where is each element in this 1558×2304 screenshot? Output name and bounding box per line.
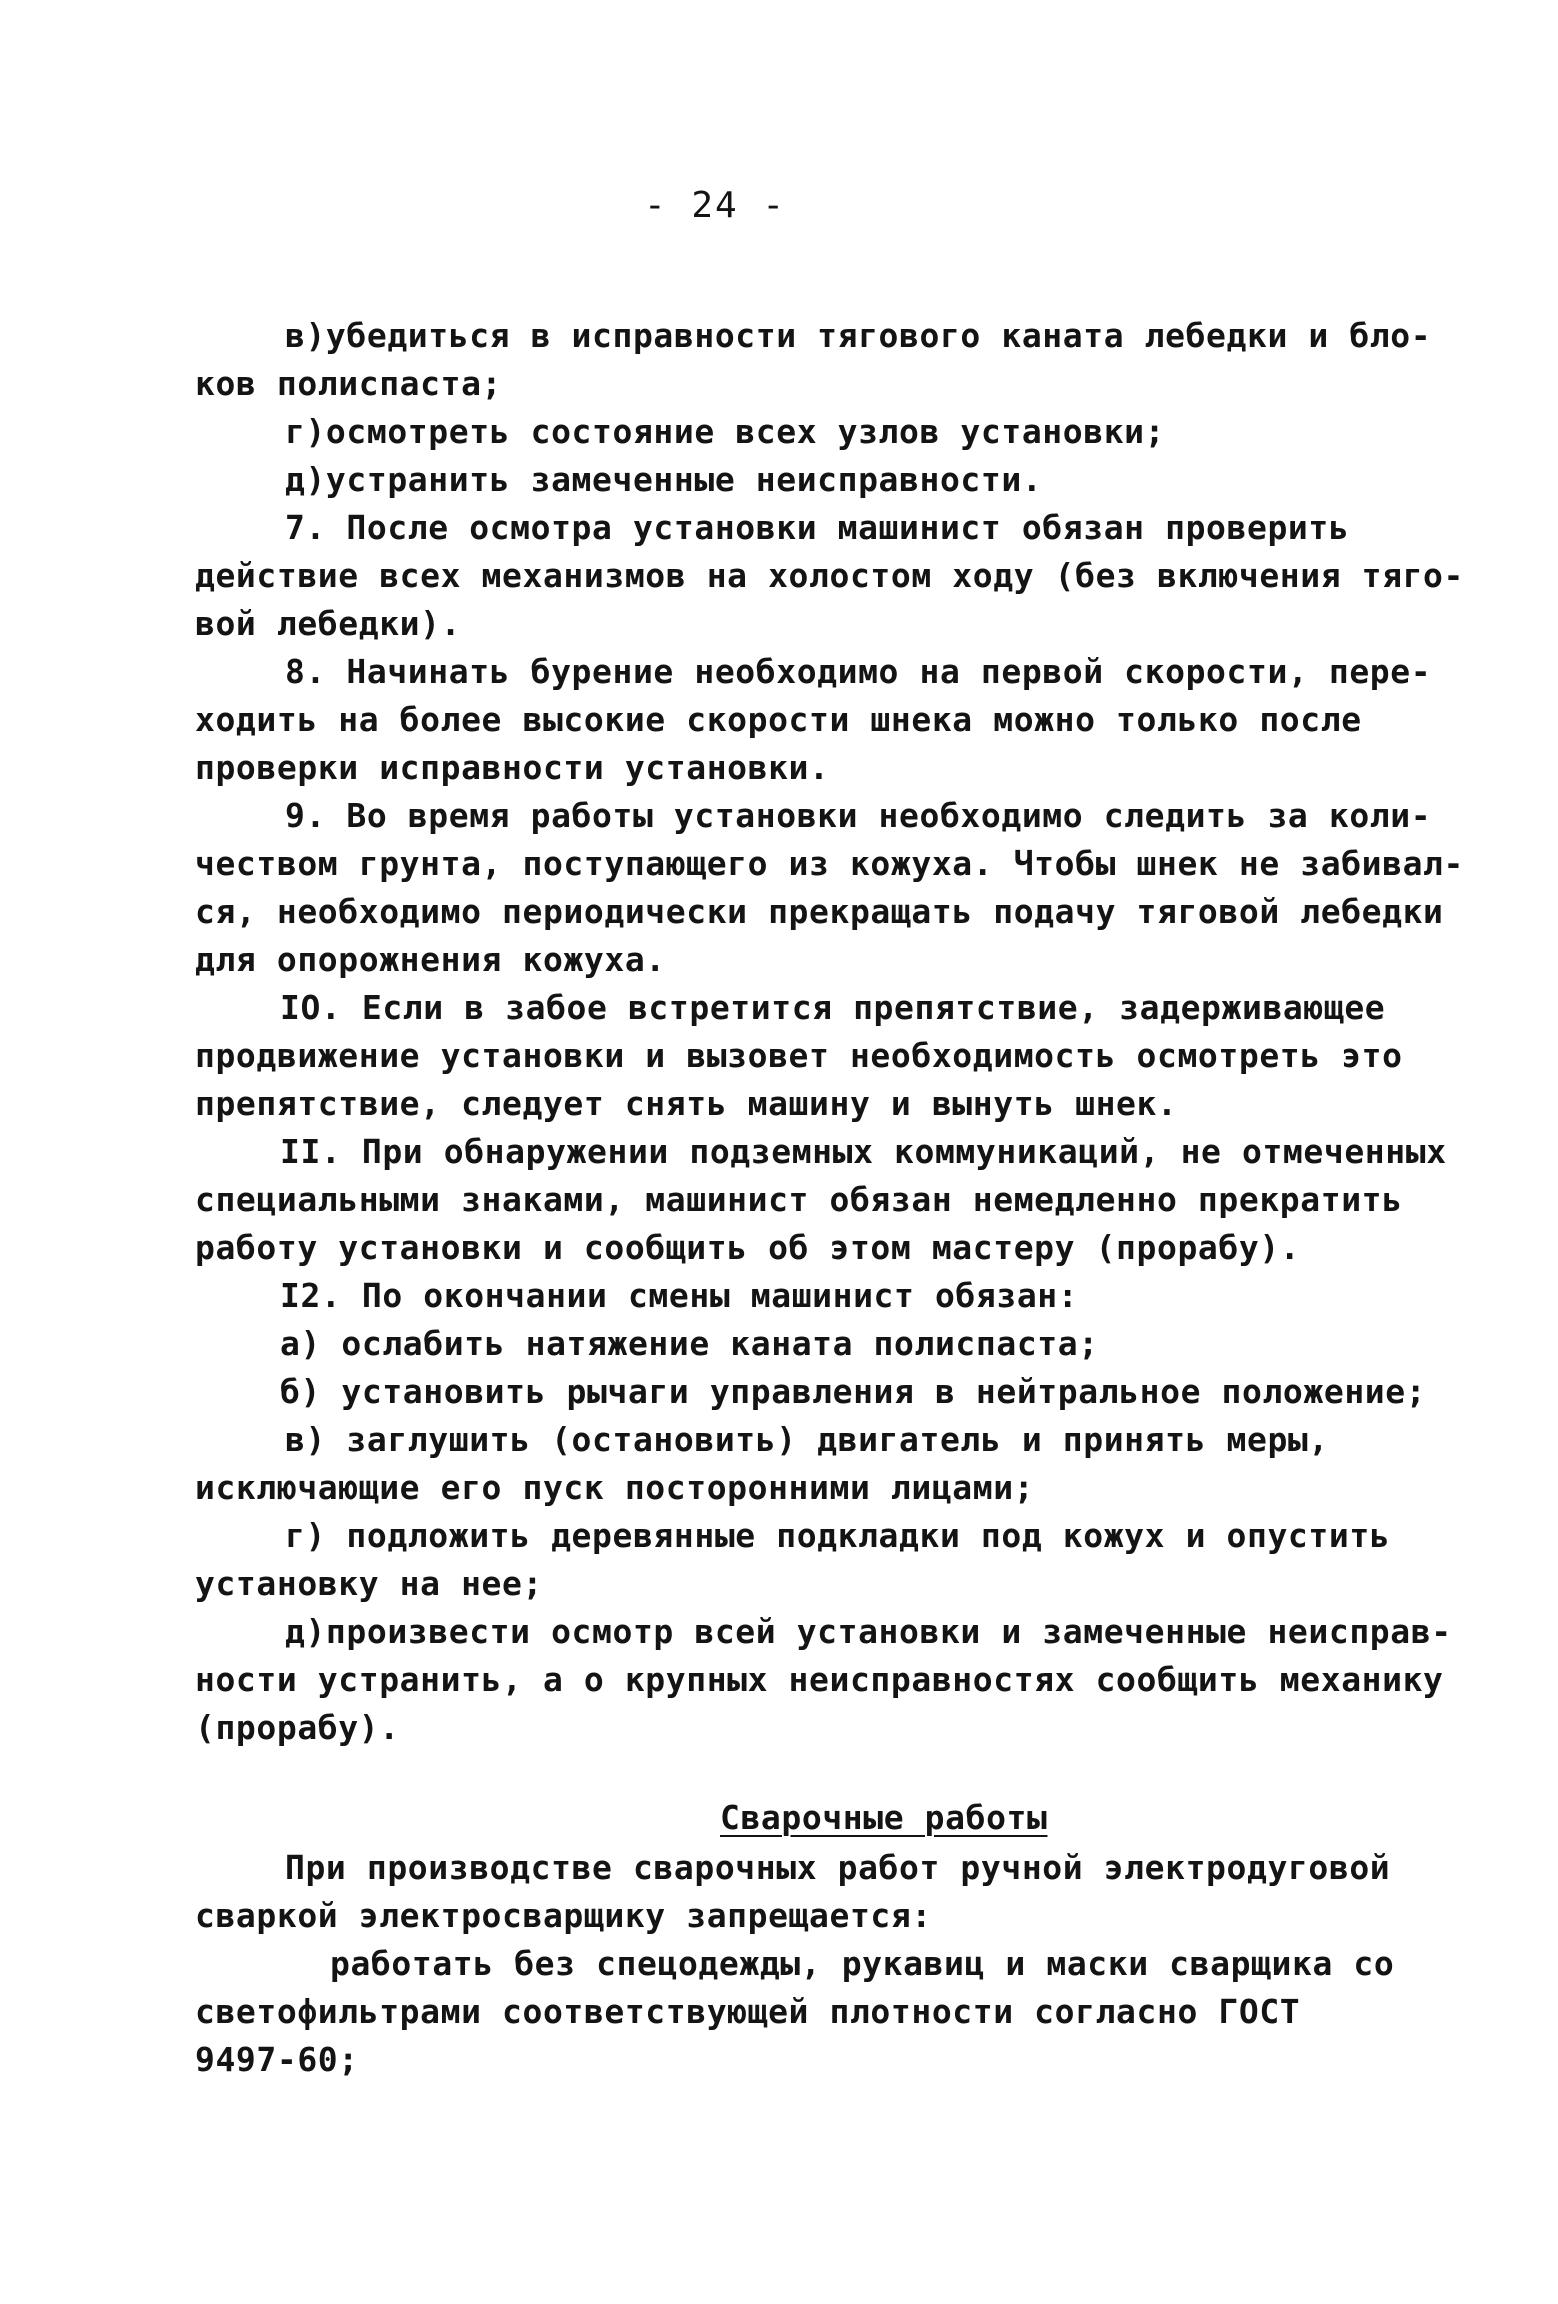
- text-line: 8. Начинать бурение необходимо на первой скорости, пере-: [285, 652, 1432, 691]
- text-line: 9497-60;: [195, 2040, 359, 2079]
- text-line: д)произвести осмотр всей установки и замеченные неисправ-: [285, 1612, 1452, 1651]
- text-line: (прорабу).: [195, 1708, 400, 1747]
- text-line: ков полиспаста;: [195, 364, 503, 403]
- text-line: действие всех механизмов на холостом ходу (без включения тяго-: [195, 556, 1464, 595]
- text-line: а) ослабить натяжение каната полиспаста;: [280, 1324, 1099, 1363]
- text-line: чеством грунта, поступающего из кожуха. Чтобы шнек не забивал-: [195, 844, 1464, 883]
- text-line: II. При обнаружении подземных коммуникаций, не отмеченных: [280, 1132, 1447, 1171]
- text-line: продвижение установки и вызовет необходимость осмотреть это: [195, 1036, 1403, 1075]
- section-heading: [195, 1794, 1395, 1844]
- text-line: б) установить рычаги управления в нейтральное положение;: [280, 1372, 1427, 1411]
- text-line: работу установки и сообщить об этом мастеру (прорабу).: [195, 1228, 1301, 1267]
- text-line: в)убедиться в исправности тягового каната лебедки и бло-: [285, 316, 1432, 355]
- text-line: I2. По окончании смены машинист обязан:: [280, 1276, 1079, 1315]
- document-body: [195, 312, 1464, 2084]
- text-line: вой лебедки).: [195, 604, 462, 643]
- text-line: установку на нее;: [195, 1564, 543, 1603]
- text-line: светофильтрами соответствующей плотности согласно ГОСТ: [195, 1992, 1301, 2031]
- section-spacer: [195, 1752, 1395, 1794]
- text-line: исключающие его пуск посторонними лицами;: [195, 1468, 1035, 1507]
- text-line: для опорожнения кожуха.: [195, 940, 666, 979]
- text-line: При производстве сварочных работ ручной электродуговой: [285, 1848, 1391, 1887]
- text-line: ности устранить, а о крупных неисправностях сообщить механику: [195, 1660, 1444, 1699]
- text-line: 7. После осмотра установки машинист обязан проверить: [285, 508, 1350, 547]
- text-line: IO. Если в забое встретится препятствие, задерживающее: [280, 988, 1386, 1027]
- text-line: в) заглушить (остановить) двигатель и принять меры,: [285, 1420, 1329, 1459]
- text-line: сваркой электросварщику запрещается:: [195, 1896, 932, 1935]
- text-line: работать без спецодежды, рукавиц и маски сварщика со: [330, 1944, 1395, 1983]
- text-line: 9. Во время работы установки необходимо следить за коли-: [285, 796, 1432, 835]
- text-line: г)осмотреть состояние всех узлов установки;: [285, 412, 1166, 451]
- text-line: г) подложить деревянные подкладки под кожух и опустить: [285, 1516, 1391, 1555]
- text-line: проверки исправности установки.: [195, 748, 830, 787]
- page-number: - 24 -: [643, 185, 787, 226]
- text-line: специальными знаками, машинист обязан немедленно прекратить: [195, 1180, 1403, 1219]
- text-line: ся, необходимо периодически прекращать подачу тяговой лебедки: [195, 892, 1444, 931]
- section-heading-text: Сварочные работы: [720, 1798, 1048, 1837]
- text-line: ходить на более высокие скорости шнека можно только после: [195, 700, 1362, 739]
- text-line: препятствие, следует снять машину и вынуть шнек.: [195, 1084, 1178, 1123]
- text-line: д)устранить замеченные неисправности.: [285, 460, 1043, 499]
